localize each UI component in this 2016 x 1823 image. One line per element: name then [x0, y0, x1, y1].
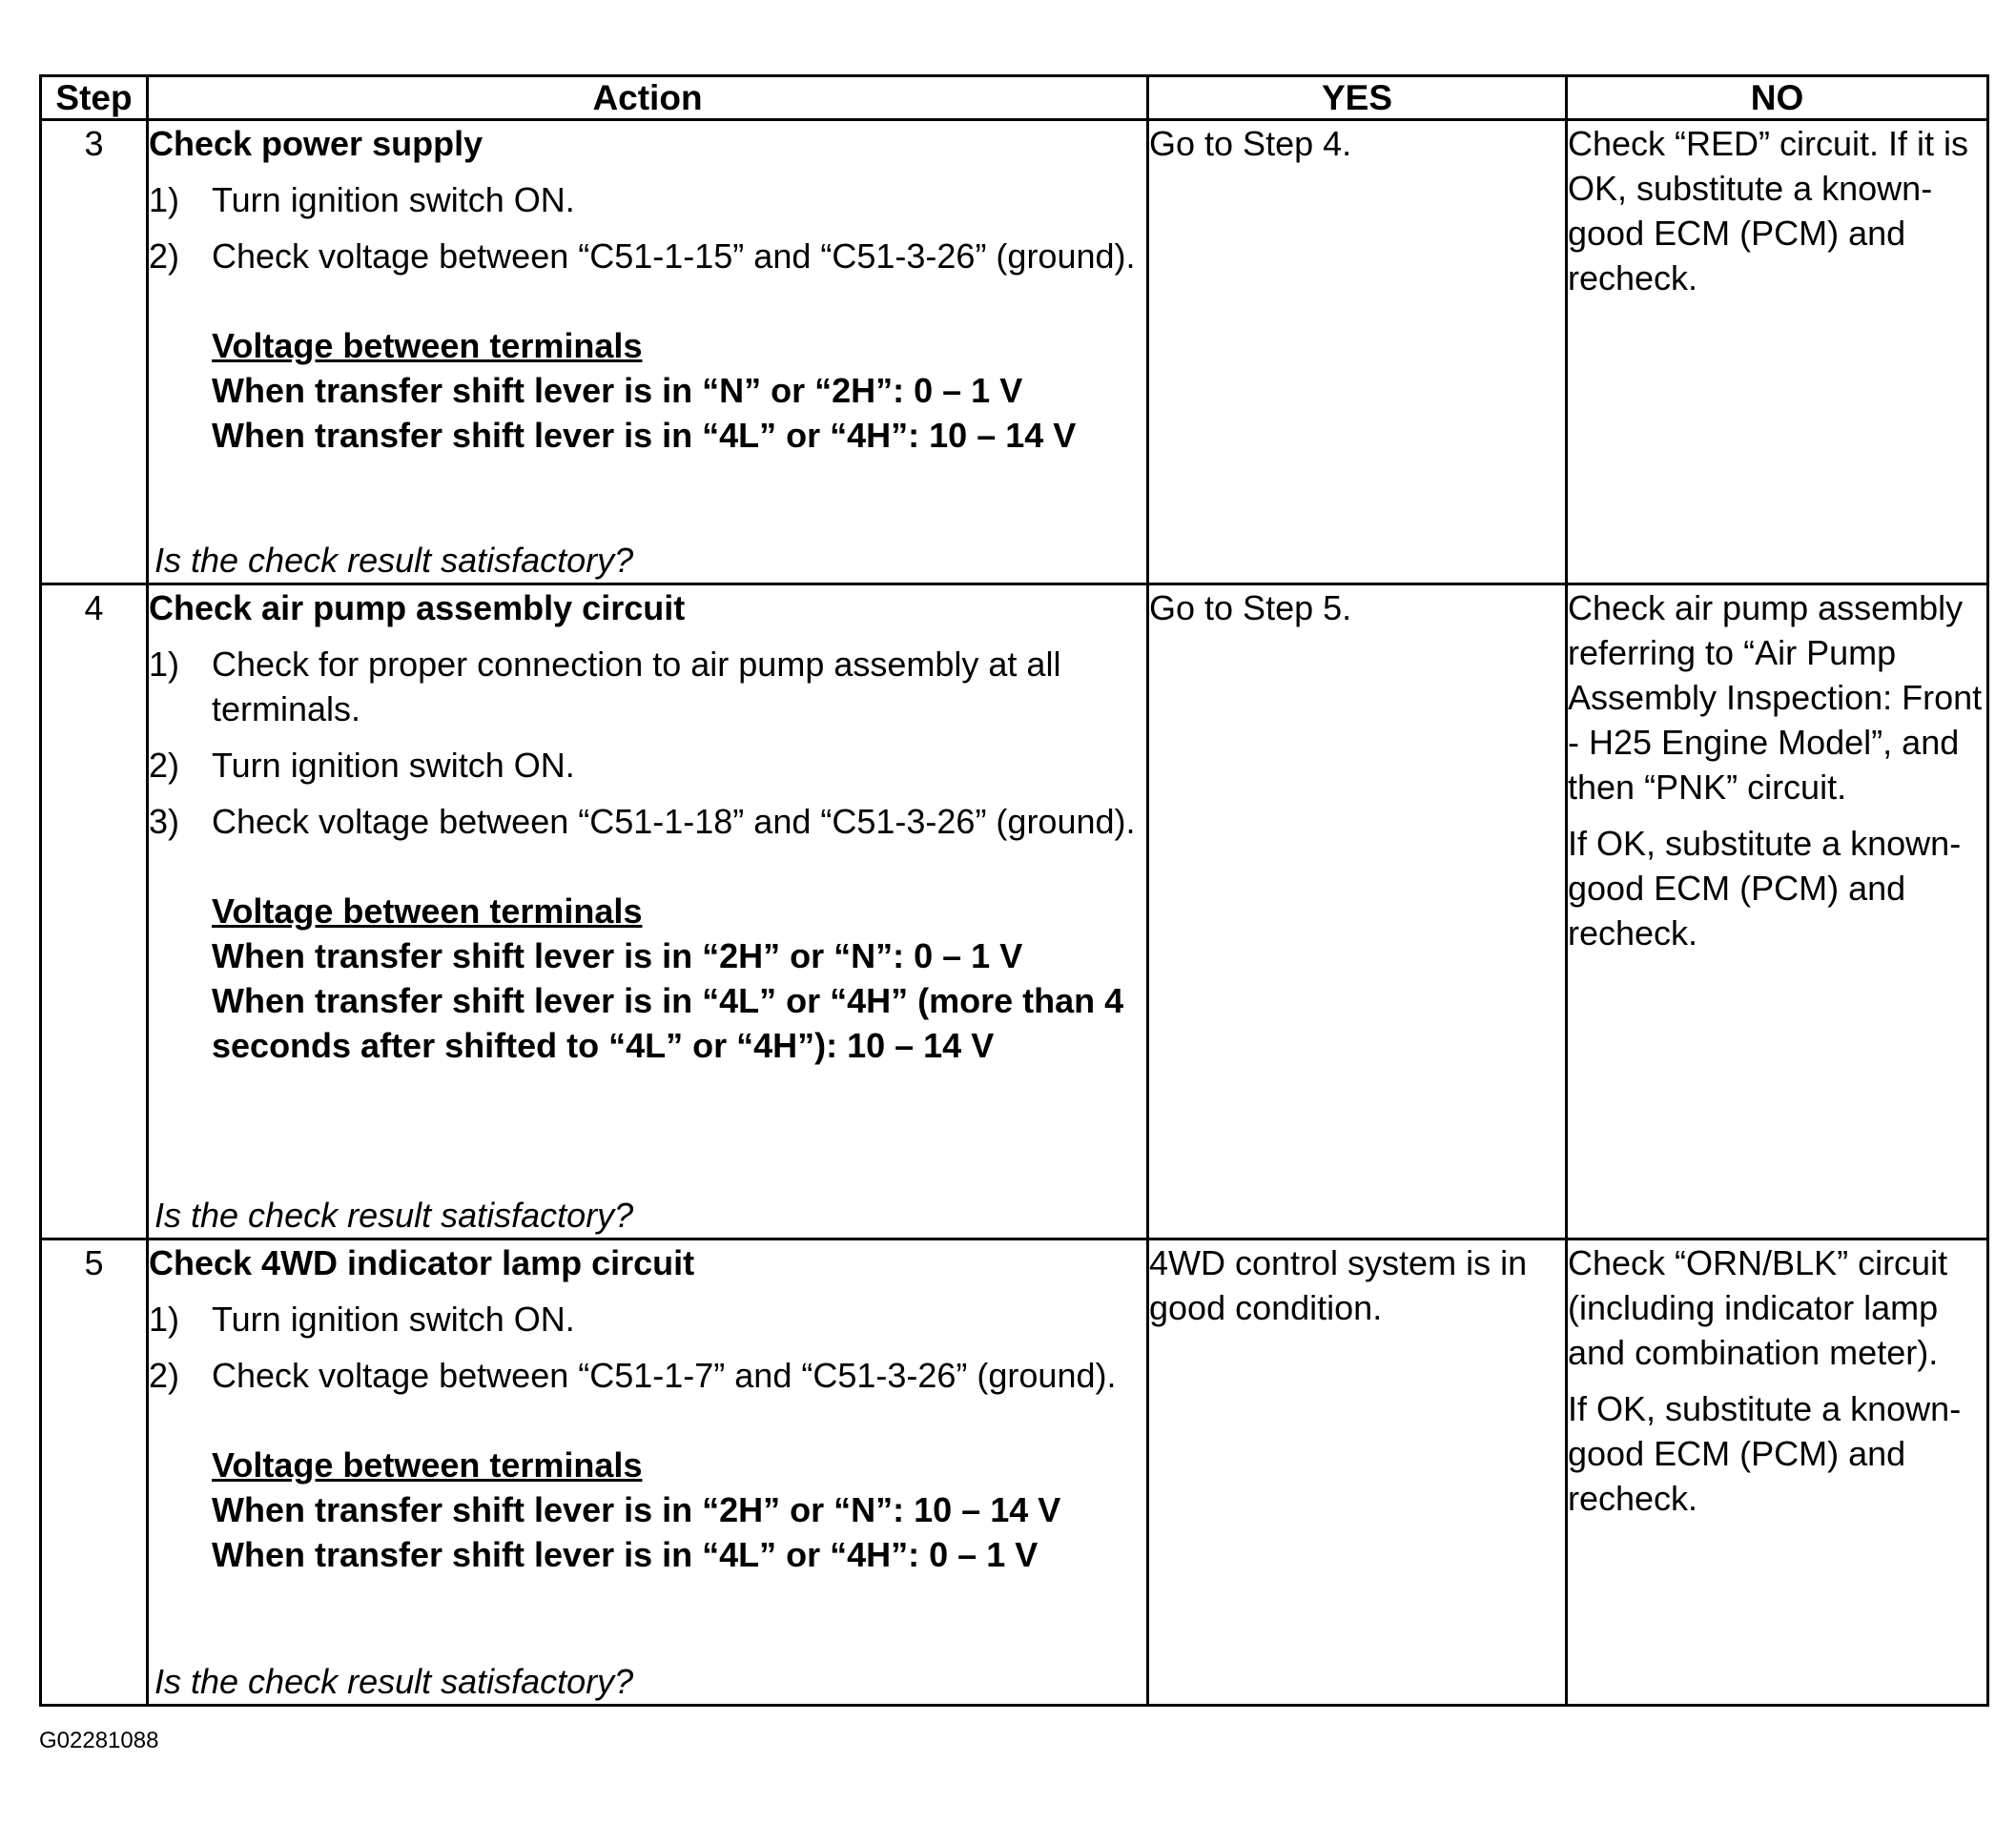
step-number: 4: [41, 584, 148, 1239]
spec-line: When transfer shift lever is in “4L” or “4H”: 10 – 14 V: [212, 416, 1077, 455]
table-row-step-5: [41, 1239, 1988, 1706]
step-number: 3: [41, 120, 148, 584]
substep-item: [149, 1297, 1146, 1342]
table-row-step-3: [41, 120, 1988, 584]
substep-number: 3): [149, 802, 180, 841]
header-no: NO: [1567, 76, 1988, 120]
check-question: Is the check result satisfactory?: [154, 1662, 634, 1701]
header-yes: YES: [1148, 76, 1567, 120]
substep-list: [149, 642, 1146, 844]
substep-number: 1): [149, 645, 180, 684]
substep-item: [149, 177, 1146, 222]
voltage-spec: [212, 889, 1146, 1068]
header-step: Step: [41, 76, 148, 120]
no-cell: [1567, 120, 1988, 584]
substep-text: Turn ignition switch ON.: [212, 746, 575, 785]
no-cell: [1567, 584, 1988, 1239]
voltage-spec: [212, 1443, 1146, 1577]
spec-title: Voltage between terminals: [212, 326, 643, 365]
figure-id: G02281088: [39, 1728, 159, 1753]
spec-line: When transfer shift lever is in “2H” or “N”: 10 – 14 V: [212, 1490, 1061, 1529]
substep-number: 2): [149, 746, 180, 785]
substep-text: Check voltage between “C51-1-7” and “C51-3-26” (ground).: [212, 1356, 1117, 1395]
substep-number: 2): [149, 1356, 180, 1395]
action-title: Check air pump assembly circuit: [149, 588, 686, 627]
check-question: Is the check result satisfactory?: [154, 541, 634, 580]
action-cell: [148, 584, 1148, 1239]
no-cell: [1567, 1239, 1988, 1706]
substep-list: [149, 1297, 1146, 1398]
no-paragraph: If OK, substitute a known-good ECM (PCM) and recheck.: [1568, 824, 1962, 952]
spec-title: Voltage between terminals: [212, 891, 643, 931]
spec-line: When transfer shift lever is in “4L” or “4H”: 0 – 1 V: [212, 1535, 1039, 1574]
table-row-step-4: [41, 584, 1988, 1239]
spec-line: When transfer shift lever is in “2H” or “N”: 0 – 1 V: [212, 936, 1023, 975]
yes-cell: 4WD control system is in good condition.: [1148, 1239, 1567, 1706]
yes-cell: Go to Step 5.: [1148, 584, 1567, 1239]
substep-text: Check voltage between “C51-1-18” and “C51-3-26” (ground).: [212, 802, 1136, 841]
substep-number: 1): [149, 1300, 180, 1339]
substep-item: [149, 642, 1146, 731]
substep-item: [149, 799, 1146, 844]
no-paragraph: If OK, substitute a known-good ECM (PCM) and recheck.: [1568, 1389, 1962, 1518]
spec-line: When transfer shift lever is in “N” or “2H”: 0 – 1 V: [212, 371, 1023, 410]
substep-text: Check for proper connection to air pump assembly at all terminals.: [212, 645, 1061, 728]
action-cell: [148, 120, 1148, 584]
no-paragraph: Check air pump assembly referring to “Air Pump Assembly Inspection: Front - H25 Engine Model”, and then “PNK” circuit.: [1568, 588, 1983, 807]
table-header-row: [41, 76, 1988, 120]
substep-item: [149, 1353, 1146, 1398]
substep-text: Turn ignition switch ON.: [212, 180, 575, 219]
substep-number: 2): [149, 236, 180, 276]
check-question: Is the check result satisfactory?: [154, 1196, 634, 1235]
substep-number: 1): [149, 180, 180, 219]
no-paragraph: Check “RED” circuit. If it is OK, substitute a known-good ECM (PCM) and recheck.: [1568, 124, 1969, 297]
spec-title: Voltage between terminals: [212, 1445, 643, 1485]
action-title: Check power supply: [149, 124, 483, 163]
substep-text: Check voltage between “C51-1-15” and “C51-3-26” (ground).: [212, 236, 1136, 276]
substep-item: [149, 743, 1146, 788]
spec-line: When transfer shift lever is in “4L” or “4H” (more than 4 seconds after shifted to “4L” or “4H”): 10 – 14 V: [212, 981, 1124, 1065]
yes-cell: Go to Step 4.: [1148, 120, 1567, 584]
action-title: Check 4WD indicator lamp circuit: [149, 1243, 695, 1282]
step-number: 5: [41, 1239, 148, 1706]
no-paragraph: Check “ORN/BLK” circuit (including indicator lamp and combination meter).: [1568, 1243, 1948, 1372]
header-action: Action: [148, 76, 1148, 120]
substep-text: Turn ignition switch ON.: [212, 1300, 575, 1339]
voltage-spec: [212, 323, 1146, 458]
action-cell: [148, 1239, 1148, 1706]
diagnostic-table: [39, 74, 1989, 1707]
substep-item: [149, 234, 1146, 278]
substep-list: [149, 177, 1146, 278]
